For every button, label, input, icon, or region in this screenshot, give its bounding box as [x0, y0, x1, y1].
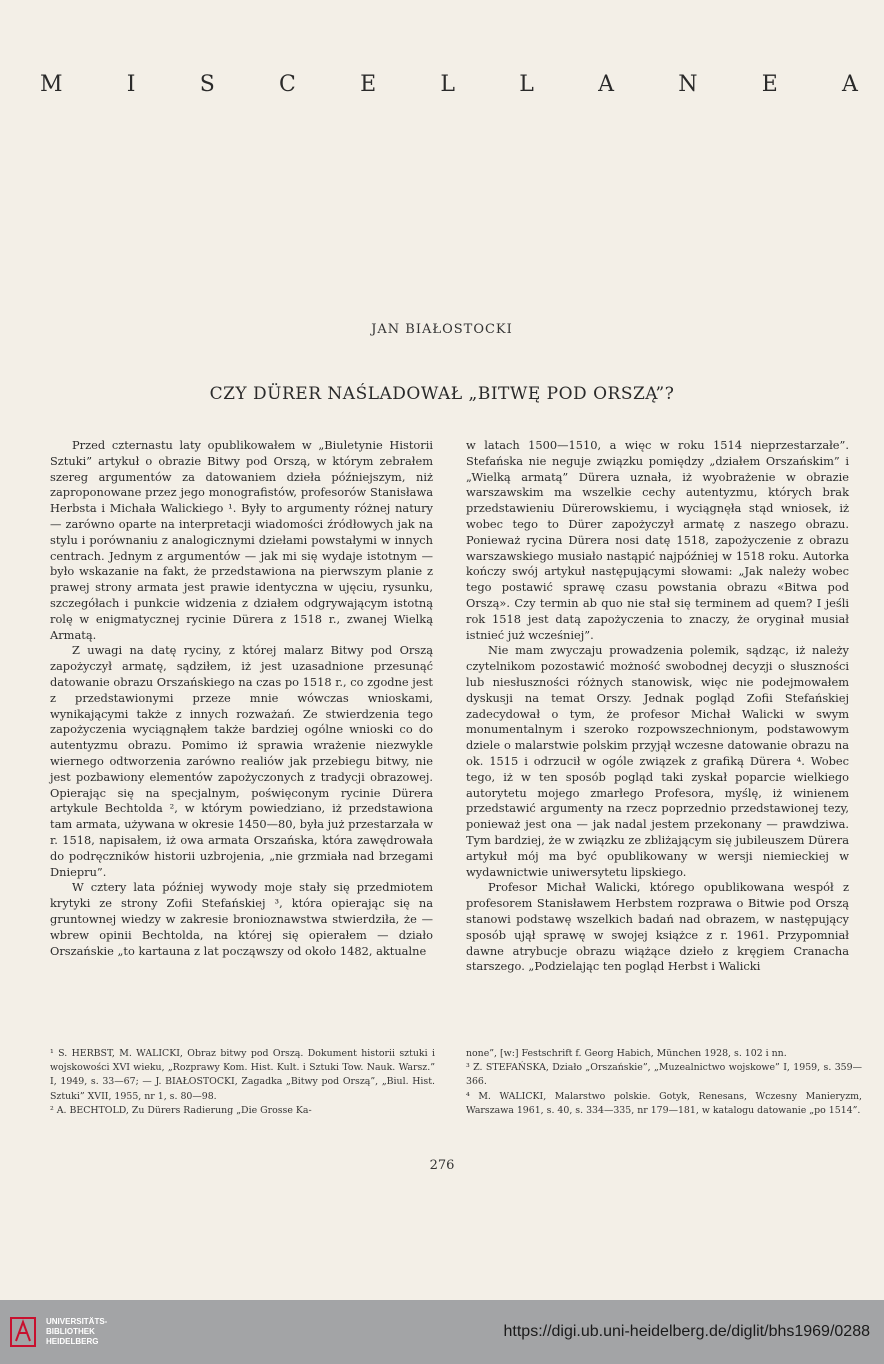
paragraph: Nie mam zwyczaju prowadzenia polemik, sądząc, iż należy czytelnikom pozostawić możność swobodnej decyzji o słuszności lub niesłuszności różnych stanowisk, więc nie podejmowałem dyskusji na temat Orszy. Jednak pogląd Zofii Stefańskiej zadecydował o tym, że profesor Michał Walicki w swym monumentalnym i szeroko rozpowszechnionym, podstawowym dziele o malarstwie polskim przyjął wczesne datowanie obrazu na ok. 1515 i odrzucił w ogóle związek z grafiką Dürera ⁴. Wobec tego, iż w ten sposób pogląd taki zyskał poparcie wielkiego autorytetu mojego zmarłego Profesora, myślę, iż winienem przedstawić argumenty na rzecz poprzednio przedstawionej tezy, ponieważ jest ona — jak nadal jestem przekonany — prawdziwa. Tym bardziej, że w związku ze zbliżającym się jubileuszem Dürera artykuł mój ma być opublikowany w wersji niemieckiej w wydawnictwie uniwersytetu lipskiego. [466, 643, 849, 879]
footnote: ¹ S. HERBST, M. WALICKI, Obraz bitwy pod Orszą. Dokument historii sztuki i wojskowości XVI wieku, „Rozprawy Kom. Hist. Kult. i Sztuki Tow. Nauk. Warsz.” I, 1949, s. 33—67; — J. BIAŁOSTOCKI, Zagadka „Bitwy pod Orszą”, „Biul. Hist. Sztuki” XVII, 1955, nr 1, s. 80—98. [50, 1048, 435, 1102]
library-logo-icon [10, 1317, 36, 1347]
paragraph: Profesor Michał Walicki, którego opublikowana wespół z profesorem Stanisławem Herbstem rozprawa o Bitwie pod Orszą stanowi podstawę wszelkich badań nad obrazem, w następujący sposób ujął sprawę w swojej książce z r. 1961. Przypomniał dawne atrybucje obrazu wiążące dzieło z kręgiem Cranacha starszego. „Podzielając ten pogląd Herbst i Walicki [466, 880, 849, 974]
logo-line: UNIVERSITÄTS- [46, 1317, 108, 1326]
paragraph: w latach 1500—1510, a więc w roku 1514 nieprzestarzałe”. Stefańska nie neguje związku pomiędzy „działem Orszańskim” i „Wielką armatą” Dürera uznała, iż wyobrażenie w obrazie warszawskim ma wszelkie cechy autentyzmu, których brak przedstawieniu Dürerowskiemu, i wyciągnęła stąd wniosek, iż wobec tego to Dürer zapożyczył armatę z naszego obrazu. Ponieważ rycina Dürera nosi datę 1518, zapożyczenie z obrazu warszawskiego musiało nastąpić najpóźniej w 1518 roku. Autorka kończy swój artykuł następującymi słowami: „Jak należy wobec tego postawić sprawę czasu powstania obrazu «Bitwa pod Orszą». Czy termin ab quo nie stał się terminem ad quem? I jeśli rok 1518 jest datą zapożyczenia to znaczy, że oryginał musiał istnieć już wcześniej”. [466, 438, 849, 642]
section-letter: I [126, 72, 138, 97]
right-column [466, 438, 849, 975]
footnotes-left [50, 1047, 435, 1118]
section-letter: E [360, 72, 379, 97]
paragraph: Z uwagi na datę ryciny, z której malarz Bitwy pod Orszą zapożyczył armatę, sądziłem, iż jest uzasadnione przesunąć datowanie obrazu Orszańskiego na czas po 1518 r., co zgodne jest z przedstawionymi przeze mnie wówczas wnioskami, wynikającymi także z innych rozważań. Ze stwierdzenia tego zapożyczenia wyciągnąłem także bardziej ogólne wnioski co do autentyzmu obrazu. Pomimo iż sprawia wrażenie niezwykle wiernego odtworzenia zarówno realiów jak przebiegu bitwy, nie jest pozbawiony elementów zapożyczonych z tradycji obrazowej. Opierając się na specjalnym, poświęconym rycinie Dürera artykule Bechtolda ², w którym powiedziano, iż przedstawiona tam armata, używana w okresie 1450—80, była już przestarzała w r. 1518, napisałem, iż owa armata Orszańska, która zawędrowała do podręczników historii uzbrojenia, „nie grzmiała nad brzegami Dniepru”. [50, 643, 433, 879]
footnote: ² A. BECHTOLD, Zu Dürers Radierung „Die Grosse Ka- [50, 1104, 312, 1116]
section-letter: L [519, 72, 536, 97]
section-letter: C [279, 72, 298, 97]
logo-line: BIBLIOTHEK [46, 1327, 95, 1336]
footer-bar [0, 1300, 884, 1364]
section-letter: L [440, 72, 457, 97]
section-title [40, 72, 860, 97]
section-letter: A [598, 72, 616, 97]
footnotes-right [466, 1047, 862, 1118]
paragraph: W cztery lata później wywody moje stały się przedmiotem krytyki ze strony Zofii Stefańskiej ³, która opierając się na gruntownej wiedzy w zakresie bronioznawstwa stwierdziła, że — wbrew opinii Bechtolda, na której się opierałem — działo Orszańskie „to kartauna z lat począwszy od około 1482, aktualne [50, 880, 433, 958]
left-column [50, 438, 433, 959]
library-logo-text [46, 1317, 107, 1347]
author-name: JAN BIAŁOSTOCKI [371, 322, 513, 337]
paragraph: Przed czternastu laty opublikowałem w „Biuletynie Historii Sztuki” artykuł o obrazie Bitwy pod Orszą, w którym zebrałem szereg argumentów za datowaniem dzieła późniejszym, niż zaproponowane przez jego monografistów, profesorów Stanisława Herbsta i Michała Walickiego ¹. Były to argumenty różnej natury — zarówno oparte na interpretacji wiadomości źródłowych jak na stylu i porównaniu z analogicznymi dziełami powstałymi w innych centrach. Jednym z argumentów — jak mi się wydaje istotnym — było wskazanie na fakt, że przedstawiona na pierwszym planie z prawej strony armata jest prawie identyczna w ujęciu, rysunku, szczegółach i punkcie widzenia z działem odgrywającym istotną rolę w enigmatycznej rycinie Dürera z 1518 r., zwanej Wielką Armatą. [50, 438, 433, 642]
section-letter: A [841, 72, 860, 97]
section-letter: M [40, 72, 65, 97]
page-url[interactable]: https://digi.ub.uni-heidelberg.de/diglit/bhs1969/0288 [503, 1323, 870, 1340]
section-letter: S [199, 72, 217, 97]
section-letter: E [761, 72, 780, 97]
footnote: ³ Z. STEFAŃSKA, Działo „Orszańskie”, „Muzealnictwo wojskowe” I, 1959, s. 359—366. [466, 1062, 862, 1088]
section-letter: N [678, 72, 700, 97]
logo-line: HEIDELBERG [46, 1337, 99, 1346]
footnote: none”, [w:] Festschrift f. Georg Habich, München 1928, s. 102 i nn. [466, 1048, 787, 1059]
page-number: 276 [429, 1158, 455, 1173]
footnote: ⁴ M. WALICKI, Malarstwo polskie. Gotyk, Renesans, Wczesny Manieryzm, Warszawa 1961, s. 40, s. 334—335, nr 179—181, w katalogu datowanie „po 1514”. [466, 1090, 862, 1116]
library-logo[interactable] [10, 1317, 107, 1347]
article-title: CZY DÜRER NAŚLADOWAŁ „BITWĘ POD ORSZĄ”? [209, 384, 675, 404]
